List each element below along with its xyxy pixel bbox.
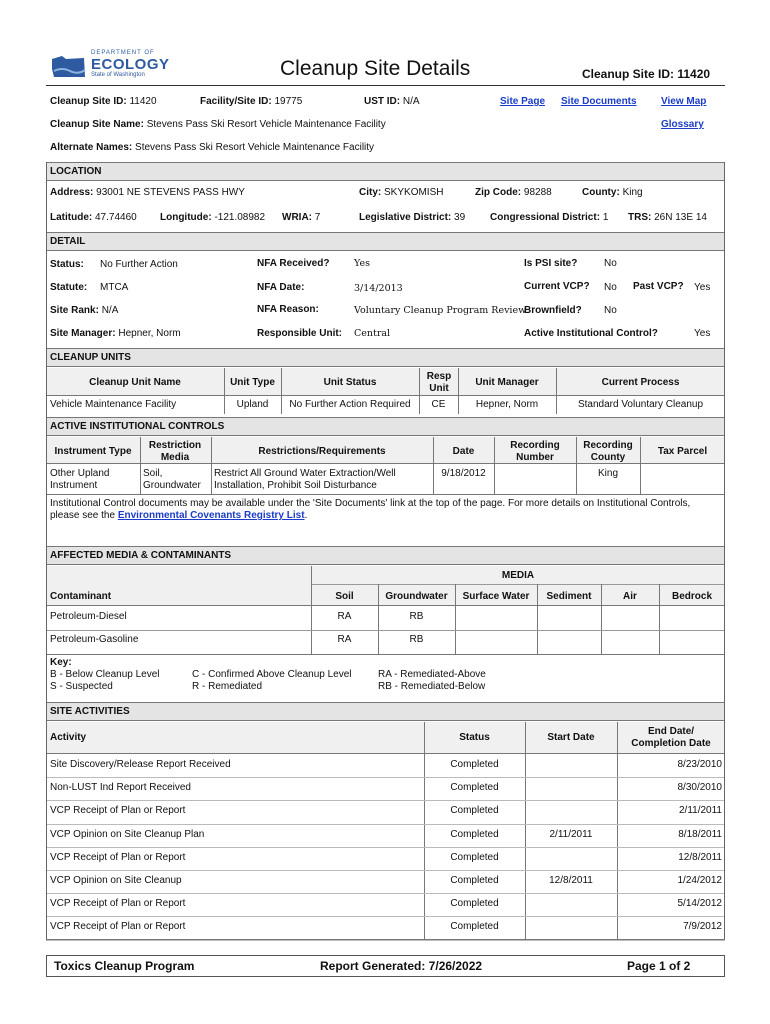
responsible-unit-value: Central xyxy=(354,328,391,339)
media-group-label: MEDIA xyxy=(501,570,535,581)
site-rank-field xyxy=(50,305,118,317)
footer-page-number: Page 1 of 2 xyxy=(627,959,691,973)
col-recording-county: Recording County xyxy=(583,440,633,463)
start-date-cell: 12/8/2011 xyxy=(549,875,593,886)
col-groundwater: Groundwater xyxy=(385,591,448,602)
media-key xyxy=(50,657,160,693)
nfa-reason-label: NFA Reason: xyxy=(257,304,319,315)
page-title: Cleanup Site Details xyxy=(280,57,471,80)
field-value: 93001 NE STEVENS PASS HWY xyxy=(96,187,245,198)
location-heading: LOCATION xyxy=(46,162,725,181)
row-divider xyxy=(46,777,725,778)
field-value: Hepner, Norm xyxy=(118,328,181,339)
unit-status-cell: No Further Action Required xyxy=(289,399,411,410)
status-cell: Completed xyxy=(450,875,499,886)
nfa-reason-value: Voluntary Cleanup Program Review xyxy=(354,305,527,316)
activity-cell: VCP Receipt of Plan or Report xyxy=(50,851,186,863)
note-text: please see the xyxy=(50,510,116,521)
unit-name-cell: Vehicle Maintenance Facility xyxy=(50,399,177,410)
field-label: Site Manager: xyxy=(50,328,116,339)
field-label: City: xyxy=(359,187,382,198)
col-tax-parcel: Tax Parcel xyxy=(657,446,708,457)
row-divider xyxy=(46,916,725,917)
contaminant-cell: Petroleum-Diesel xyxy=(50,611,127,622)
field-label: Longitude: xyxy=(160,212,212,223)
field-value: SKYKOMISH xyxy=(384,187,444,198)
row-divider xyxy=(46,870,725,871)
key-item: RB - Remediated-Below xyxy=(378,681,486,692)
activity-cell: VCP Receipt of Plan or Report xyxy=(50,805,186,817)
field-label: Legislative District: xyxy=(359,212,452,223)
col-unit-manager: Unit Manager xyxy=(475,377,539,388)
resp-unit-cell: CE xyxy=(431,399,446,410)
col-current-process: Current Process xyxy=(601,377,680,388)
key-item: B - Below Cleanup Level xyxy=(50,669,160,680)
end-date-cell: 8/23/2010 xyxy=(677,759,722,770)
media-key-col3 xyxy=(378,669,486,693)
field-value: Stevens Pass Ski Resort Vehicle Maintenance Facility xyxy=(146,119,386,130)
congressional-district-field xyxy=(490,212,608,224)
key-item: R - Remediated xyxy=(192,681,263,692)
key-title: Key: xyxy=(50,657,72,668)
groundwater-cell: RB xyxy=(409,634,424,645)
brownfield-value: No xyxy=(604,305,617,316)
end-date-cell: 8/30/2010 xyxy=(677,782,722,794)
statute-label: Statute: xyxy=(50,282,88,293)
recording-county-cell: King xyxy=(597,468,618,479)
col-end-date xyxy=(617,726,725,750)
nfa-received-value: Yes xyxy=(354,258,370,269)
col-sediment: Sediment xyxy=(546,591,592,602)
field-label: WRIA: xyxy=(282,212,312,223)
status-cell: Completed xyxy=(450,759,499,770)
nfa-date-value: 3/14/2013 xyxy=(354,283,403,294)
media-cell xyxy=(143,468,201,492)
address-field xyxy=(50,187,245,199)
col-air: Air xyxy=(623,591,637,602)
end-date-cell: 7/9/2012 xyxy=(683,921,722,933)
field-value: 39 xyxy=(454,212,466,223)
header-line: Completion Date xyxy=(631,738,711,749)
soil-cell: RA xyxy=(337,611,352,622)
field-value: N/A xyxy=(101,305,119,316)
activity-cell: Non-LUST Ind Report Received xyxy=(50,782,191,794)
ic-date-cell: 9/18/2012 xyxy=(441,468,486,479)
col-soil: Soil xyxy=(335,591,354,602)
cell-line: Instrument xyxy=(50,480,98,491)
col-surface-water: Surface Water xyxy=(462,591,530,602)
col-status: Status xyxy=(459,732,490,743)
brownfield-label: Brownfield? xyxy=(524,305,582,316)
field-value: 7 xyxy=(314,212,321,223)
unit-manager-cell: Hepner, Norm xyxy=(475,399,539,410)
current-vcp-value: No xyxy=(604,282,617,293)
detail-heading: DETAIL xyxy=(46,232,725,251)
environmental-covenants-link[interactable]: Environmental Covenants Registry List xyxy=(117,510,305,521)
field-label: Cleanup Site ID: xyxy=(50,96,127,107)
restrictions-cell xyxy=(214,468,396,492)
key-item: S - Suspected xyxy=(50,681,113,692)
status-cell: Completed xyxy=(450,805,499,817)
logo-dept-text: DEPARTMENT OF xyxy=(91,50,155,56)
status-cell: Completed xyxy=(450,782,499,794)
field-value: 11420 xyxy=(129,96,157,107)
affected-media-heading: AFFECTED MEDIA & CONTAMINANTS xyxy=(46,546,725,565)
contaminant-cell: Petroleum-Gasoline xyxy=(50,634,139,645)
status-value: No Further Action xyxy=(100,259,178,270)
activity-cell: VCP Opinion on Site Cleanup Plan xyxy=(50,828,205,840)
active-ic-label: Active Institutional Control? xyxy=(524,328,658,339)
ecology-logo xyxy=(50,50,170,84)
field-value: 47.74460 xyxy=(95,212,137,223)
col-unit-name: Cleanup Unit Name xyxy=(89,377,181,388)
col-recording-number: Recording Number xyxy=(510,440,560,463)
nfa-received-label: NFA Received? xyxy=(257,258,330,269)
col-bedrock: Bedrock xyxy=(671,591,712,602)
institutional-controls-heading: ACTIVE INSTITUTIONAL CONTROLS xyxy=(46,417,725,436)
field-value: Stevens Pass Ski Resort Vehicle Maintenance Facility xyxy=(135,142,375,153)
header-site-id: Cleanup Site ID: 11420 xyxy=(582,67,711,81)
nfa-date-label: NFA Date: xyxy=(257,282,305,293)
active-ic-value: Yes xyxy=(694,328,711,339)
activity-cell: VCP Receipt of Plan or Report xyxy=(50,921,186,933)
site-documents-link[interactable]: Site Documents xyxy=(561,96,637,107)
row-divider xyxy=(46,847,725,848)
field-label: Latitude: xyxy=(50,212,93,223)
instrument-cell xyxy=(50,468,109,492)
header-line: End Date/ xyxy=(647,726,695,737)
row-divider xyxy=(46,893,725,894)
site-manager-field xyxy=(50,328,181,340)
col-unit-type: Unit Type xyxy=(230,377,275,388)
field-value: King xyxy=(622,187,643,198)
field-label: UST ID: xyxy=(364,96,401,107)
field-value: 19775 xyxy=(274,96,303,107)
field-label: Facility/Site ID: xyxy=(200,96,272,107)
psi-value: No xyxy=(604,258,617,269)
responsible-unit-label: Responsible Unit: xyxy=(257,328,343,339)
soil-cell: RA xyxy=(337,634,352,645)
logo-state-text: State of Washington xyxy=(91,72,145,78)
col-start-date: Start Date xyxy=(547,732,595,743)
status-label: Status: xyxy=(50,259,84,270)
start-date-cell: 2/11/2011 xyxy=(549,828,593,840)
end-date-cell: 12/8/2011 xyxy=(678,851,722,863)
glossary-link[interactable]: Glossary xyxy=(661,119,704,130)
field-label: County: xyxy=(582,187,620,198)
note-end: . xyxy=(304,510,308,521)
cleanup-units-heading: CLEANUP UNITS xyxy=(46,348,725,367)
row-divider xyxy=(46,800,725,801)
status-cell: Completed xyxy=(450,851,499,863)
col-restrictions: Restrictions/Requirements xyxy=(258,446,386,457)
col-resp-unit: Resp Unit xyxy=(426,371,452,394)
end-date-cell: 8/18/2011 xyxy=(678,828,722,840)
key-item: RA - Remediated-Above xyxy=(378,669,486,680)
zip-field xyxy=(475,187,552,199)
status-cell: Completed xyxy=(450,921,499,933)
cleanup-site-id-field xyxy=(50,96,157,108)
facility-id-field xyxy=(200,96,302,108)
field-label: Congressional District: xyxy=(490,212,601,223)
col-date: Date xyxy=(452,446,475,457)
washington-state-icon xyxy=(50,53,88,81)
city-field xyxy=(359,187,443,199)
past-vcp-label: Past VCP? xyxy=(633,281,684,292)
cell-line: Other Upland xyxy=(50,468,110,479)
footer-generated: Report Generated: 7/26/2022 xyxy=(320,959,483,973)
activity-cell: VCP Receipt of Plan or Report xyxy=(50,898,186,910)
activity-cell: Site Discovery/Release Report Received xyxy=(50,759,231,770)
unit-type-cell: Upland xyxy=(236,399,269,410)
field-value: 98288 xyxy=(523,187,552,198)
statute-value: MTCA xyxy=(100,282,129,293)
past-vcp-value: Yes xyxy=(694,282,711,293)
field-value: N/A xyxy=(402,96,420,107)
end-date-cell: 1/24/2012 xyxy=(677,875,722,886)
cell-line: Installation, Prohibit Soil Disturbance xyxy=(214,480,377,491)
end-date-cell: 2/11/2011 xyxy=(678,805,722,817)
cell-line: Restrict All Ground Water Extraction/Well xyxy=(214,468,396,479)
field-label: TRS: xyxy=(628,212,652,223)
legislative-district-field xyxy=(359,212,465,224)
trs-field xyxy=(628,212,707,224)
cell-line: Soil, xyxy=(143,468,163,479)
view-map-link[interactable]: View Map xyxy=(661,96,707,107)
activity-cell: VCP Opinion on Site Cleanup xyxy=(50,875,182,886)
status-cell: Completed xyxy=(450,828,499,840)
ic-note xyxy=(50,498,722,522)
ust-id-field xyxy=(364,96,420,108)
site-name-field xyxy=(50,119,386,131)
wria-field xyxy=(282,212,320,224)
cell-line: Groundwater xyxy=(143,480,201,491)
media-key-col2 xyxy=(192,669,352,693)
field-label: Alternate Names: xyxy=(50,142,133,153)
footer-program: Toxics Cleanup Program xyxy=(54,959,195,973)
field-value: 26N 13E 14 xyxy=(654,212,707,223)
field-label: Address: xyxy=(50,187,94,198)
psi-label: Is PSI site? xyxy=(524,258,578,269)
field-value: -121.08982 xyxy=(214,212,266,223)
alternate-names-field xyxy=(50,142,374,154)
col-activity: Activity xyxy=(50,732,87,743)
col-contaminant: Contaminant xyxy=(50,591,112,602)
col-restriction-media: Restriction Media xyxy=(148,440,202,463)
field-label: Zip Code: xyxy=(475,187,522,198)
current-vcp-label: Current VCP? xyxy=(524,281,590,292)
note-line: Institutional Control documents may be available under the 'Site Documents' link at the top of the page. For more details on Institutional Controls, xyxy=(50,498,691,509)
key-item: C - Confirmed Above Cleanup Level xyxy=(192,669,352,680)
col-instrument-type: Instrument Type xyxy=(54,446,132,457)
col-unit-status: Unit Status xyxy=(323,377,377,388)
county-field xyxy=(582,187,643,199)
longitude-field xyxy=(160,212,265,224)
note-line-2 xyxy=(50,510,722,522)
field-label: Cleanup Site Name: xyxy=(50,119,144,130)
latitude-field xyxy=(50,212,137,224)
field-label: Site Rank: xyxy=(50,305,99,316)
current-process-cell: Standard Voluntary Cleanup xyxy=(577,399,704,410)
logo-ecology-text: ECOLOGY xyxy=(91,56,170,73)
status-cell: Completed xyxy=(450,898,499,910)
end-date-cell: 5/14/2012 xyxy=(677,898,722,910)
field-value: 1 xyxy=(602,212,609,223)
site-page-link[interactable]: Site Page xyxy=(500,96,546,107)
row-divider xyxy=(46,824,725,825)
groundwater-cell: RB xyxy=(409,611,424,622)
site-activities-heading: SITE ACTIVITIES xyxy=(46,702,725,721)
